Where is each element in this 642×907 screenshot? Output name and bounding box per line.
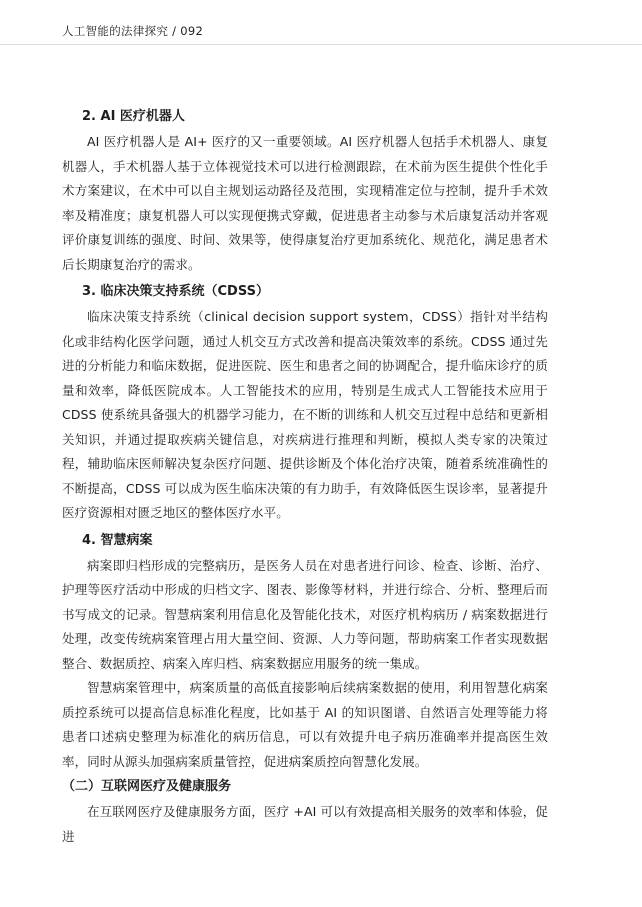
page-number: 092 xyxy=(180,24,204,38)
paragraph: 病案即归档形成的完整病历，是医务人员在对患者进行问诊、检查、诊断、治疗、护理等医疗活动中形成的归档文字、图表、影像等材料，并进行综合、分析、整理后而书写成文的记录。智慧病案利用信息化及智能化技术，对医疗机构病历 / 病案数据进行处理，改变传统病案管理占用大量空间、资源、人力等问题，帮助病案工作者实现数据整合、数据质控、病案入库归档、病案数据应用服务的统一集成。 xyxy=(62,557,548,671)
paragraph: 临床决策支持系统（clinical decision support system，CDSS）指针对半结构化或非结构化医学问题，通过人机交互方式改善和提高决策效率的系统。CDSS 通过先进的分析能力和临床数据，促进医院、医生和患者之间的协调配合，提升临床诊疗的质量和效率，降低医院成本。人工智能技术的应用，特别是生成式人工智能技术应用于 CDSS 使系统具备强大的机器学习能力，在不断的训练和人机交互过程中总结和更新相关知识，并通过提取疾病关键信息，对疾病进行推理和判断，模拟人类专家的决策过程，辅助临床医师解决复杂医疗问题、提供诊断及个体化治疗决策，随着系统准确性的不断提高，CDSS 可以成为医生临床决策的有力助手，有效降低医生误诊率，显著提升医疗资源相对匮乏地区的整体医疗水平。 xyxy=(62,309,548,520)
paragraph: 智慧病案管理中，病案质量的高低直接影响后续病案数据的使用，利用智慧化病案质控系统可以提高信息标准化程度，比如基于 AI 的知识图谱、自然语言处理等能力将患者口述病史整理为标准化的病历信息，可以有效提升电子病历准确率并提高医生效率，同时从源头加强病案质量管控，促进病案质控向智慧化发展。 xyxy=(62,680,548,769)
paragraph: AI 医疗机器人是 AI+ 医疗的又一重要领域。AI 医疗机器人包括手术机器人、康复机器人，手术机器人基于立体视觉技术可以进行检测跟踪，在术前为医生提供个性化手术方案建议，在术中可以自主规划运动路径及范围，实现精准定位与控制，提升手术效率及精准度；康复机器人可以实现便携式穿戴，促进患者主动参与术后康复活动并客观评价康复训练的强度、时间、效果等，使得康复治疗更加系统化、规范化，满足患者术后长期康复治疗的需求。 xyxy=(62,134,548,272)
section-heading-internet-healthcare: （二）互联网医疗及健康服务 xyxy=(62,779,232,794)
section-heading-cdss: 3. 临床决策支持系统（CDSS） xyxy=(82,284,269,299)
paragraph: 在互联网医疗及健康服务方面，医疗 +AI 可以有效提高相关服务的效率和体验，促进 xyxy=(62,804,548,844)
running-header xyxy=(62,23,203,39)
header-separator: / xyxy=(168,24,181,38)
section-heading-smart-records: 4. 智慧病案 xyxy=(82,532,153,548)
book-title: 人工智能的法律探究 xyxy=(62,24,169,38)
section-heading-medical-robots: 2. AI 医疗机器人 xyxy=(82,109,185,124)
header-divider xyxy=(0,44,642,45)
page-body xyxy=(62,104,548,849)
